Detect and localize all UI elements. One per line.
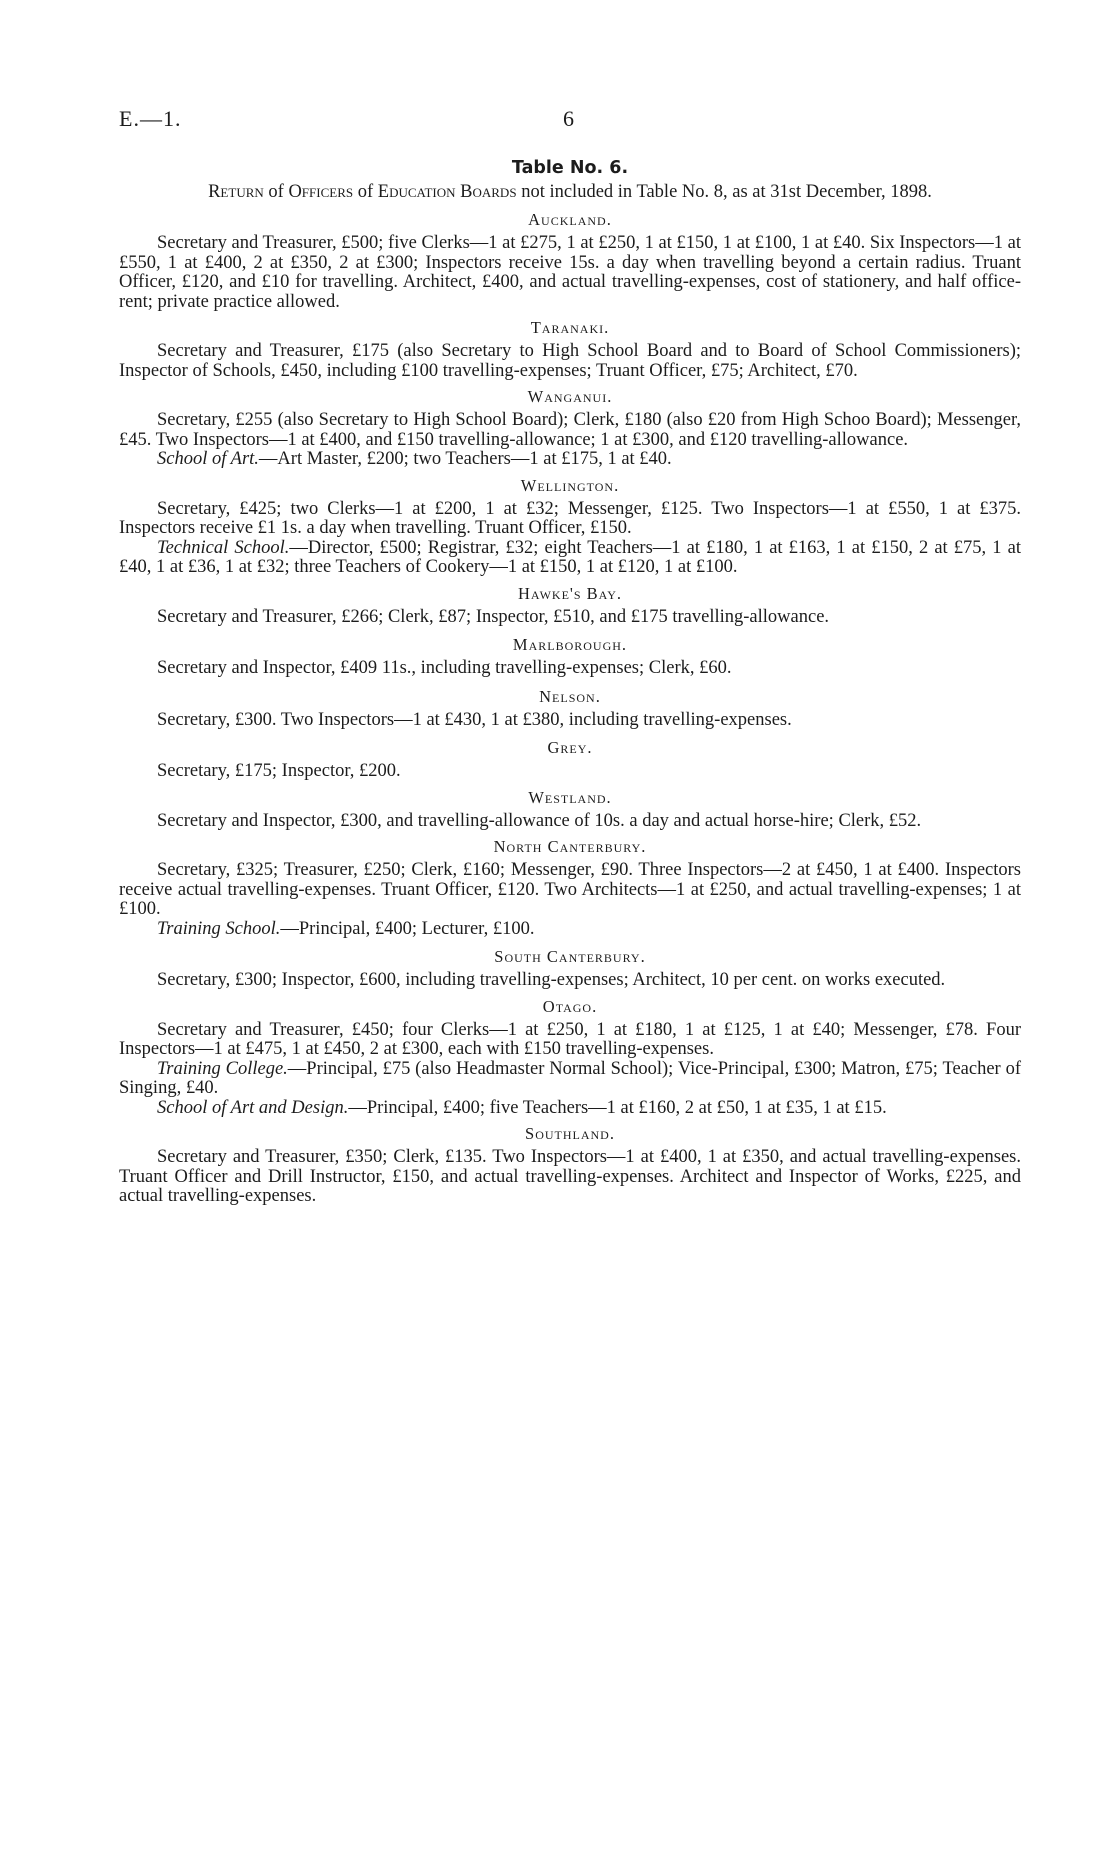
paragraph-text: Secretary, £300. Two Inspectors—1 at £430, 1 at £380, including travelling-expenses.: [157, 709, 792, 730]
paragraph-text: Secretary and Treasurer, £175 (also Secretary to High School Board and to Board of School Commissioners); Inspector of Schools, £450, including £100 travelling-expenses; Truant Officer, £75; Architect, £70.: [119, 341, 1021, 381]
page-number: 6: [563, 106, 574, 131]
subsection-label: Technical School.: [157, 537, 290, 558]
paragraph-text: Secretary and Treasurer, £500; five Clerks—1 at £275, 1 at £250, 1 at £150, 1 at £100, 1 at £40. Six Inspectors—1 at £550, 1 at £400, 2 at £350, 2 at £300; Inspectors receive 15s. a day when travelling beyond a certain radius. Truant Officer, £120, and £10 for travelling. Architect, £400, and actual travelling-expenses, cost of stationery, and half office-rent; private practice allowed.: [119, 233, 1021, 312]
region-section-auckland: [119, 210, 1021, 312]
region-heading: Wanganui.: [527, 387, 613, 406]
document-body: [119, 158, 1021, 1207]
region-section-wellington: [119, 476, 1021, 578]
paragraph-text: Secretary, £175; Inspector, £200.: [157, 761, 401, 781]
subsection-label: Training College.: [157, 1058, 288, 1079]
region-section-nelson: [119, 687, 1021, 731]
document-reference: E.—1.: [119, 106, 182, 131]
caption-word: Education Boards: [377, 182, 517, 202]
region-paragraph: [119, 861, 1021, 920]
region-heading: Nelson.: [539, 686, 601, 706]
region-heading: Wellington.: [520, 475, 620, 495]
paragraph-text: Secretary and Treasurer, £450; four Clerks—1 at £250, 1 at £180, 1 at £125, 1 at £40; Messenger, £78. Four Inspectors—1 at £475, 1 at £450, 2 at £300, each with £150 travelling-expenses.: [119, 1019, 1021, 1059]
paragraph-text: —Principal, £400; five Teachers—1 at £160, 2 at £50, 1 at £35, 1 at £15.: [348, 1097, 887, 1118]
region-section-hawkes-bay: [119, 584, 1021, 628]
paragraph-text: Secretary, £255 (also Secretary to High School Board); Clerk, £180 (also £20 from High Schoo Board); Messenger, £45. Two Inspectors—1 at £400, and £150 travelling-allowance; 1 at £300, and £120 travelling-allowance.: [119, 410, 1021, 450]
caption-rest: not included in Table No. 8, as at 31st December, 1898.: [521, 182, 932, 202]
region-paragraph: [119, 920, 1021, 940]
paragraph-text: —Director, £500; Registrar, £32; eight Teachers—1 at £180, 1 at £163, 1 at £150, 2 at £75, 1 at £40, 1 at £36, 1 at £32; three Teachers of Cookery—1 at £150, 1 at £120, 1 at £100.: [119, 537, 1021, 577]
caption-word: Officers: [288, 182, 354, 202]
region-heading: North Canterbury.: [493, 837, 647, 856]
region-paragraph: [119, 1060, 1021, 1099]
paragraph-text: —Principal, £75 (also Headmaster Normal School); Vice-Principal, £300; Matron, £75; Teacher of Singing, £40.: [119, 1058, 1021, 1098]
region-paragraph: [119, 1099, 1021, 1119]
caption-word: of: [357, 182, 374, 202]
region-paragraph: [119, 1021, 1021, 1060]
table-caption: [153, 182, 987, 202]
paragraph-text: Secretary, £425; two Clerks—1 at £200, 1 at £32; Messenger, £125. Two Inspectors—1 at £550, 1 at £375. Inspectors receive £1 1s. a day when travelling. Truant Officer, £150.: [119, 498, 1021, 538]
paragraph-text: Secretary, £300; Inspector, £600, including travelling-expenses; Architect, 10 per cent. on works executed.: [157, 970, 946, 990]
region-heading: Grey.: [547, 738, 593, 757]
region-paragraph: [119, 1148, 1021, 1207]
subsection-label: Training School.: [157, 918, 281, 939]
region-heading: Otago.: [542, 996, 598, 1016]
region-paragraph: [119, 762, 1021, 782]
region-paragraph: [119, 659, 1021, 679]
region-section-marlborough: [119, 635, 1021, 679]
region-heading: Taranaki.: [530, 318, 610, 337]
region-section-taranaki: [119, 318, 1021, 381]
paragraph-text: Secretary and Inspector, £300, and travelling-allowance of 10s. a day and actual horse-hire; Clerk, £52.: [157, 810, 922, 831]
region-section-westland: [119, 788, 1021, 832]
paragraph-text: Secretary, £325; Treasurer, £250; Clerk, £160; Messenger, £90. Three Inspectors—2 at £450, 1 at £400. Inspectors receive actual travelling-expenses. Truant Officer, £120. Two Architects—1 at £250, and actual travelling-expenses; 1 at £100.: [119, 860, 1021, 919]
region-heading: Southland.: [525, 1124, 615, 1143]
region-section-wanganui: [119, 387, 1021, 470]
region-heading: Hawke's Bay.: [517, 583, 623, 603]
paragraph-text: —Art Master, £200; two Teachers—1 at £175, 1 at £40.: [258, 449, 672, 469]
region-paragraph: [119, 234, 1021, 312]
region-section-southland: [119, 1124, 1021, 1207]
region-heading: Auckland.: [528, 210, 612, 229]
paragraph-text: —Principal, £400; Lecturer, £100.: [280, 918, 535, 939]
region-paragraph: [119, 971, 1021, 991]
region-paragraph: [119, 608, 1021, 628]
region-heading: Marlborough.: [512, 635, 628, 654]
region-section-north-canterbury: [119, 837, 1021, 939]
region-section-south-canterbury: [119, 947, 1021, 991]
region-paragraph: [119, 500, 1021, 539]
caption-word: of: [268, 182, 284, 202]
region-paragraph: [119, 450, 1021, 470]
region-section-grey: [119, 738, 1021, 782]
region-paragraph: [119, 812, 1021, 832]
paragraph-text: Secretary and Treasurer, £350; Clerk, £135. Two Inspectors—1 at £400, 1 at £350, and actual travelling-expenses. Truant Officer and Drill Instructor, £150, and actual travelling-expenses. Architect and Inspector of Works, £225, and actual travelling-expenses.: [119, 1147, 1021, 1206]
region-heading: South Canterbury.: [494, 947, 646, 966]
paragraph-text: Secretary and Treasurer, £266; Clerk, £87; Inspector, £510, and £175 travelling-allowance.: [157, 606, 830, 627]
subsection-label: School of Art.: [157, 449, 259, 469]
subsection-label: School of Art and Design.: [157, 1097, 349, 1118]
region-heading: Westland.: [528, 787, 612, 807]
region-section-otago: [119, 997, 1021, 1119]
table-title: Table No. 6.: [511, 158, 629, 178]
region-paragraph: [119, 342, 1021, 381]
caption-word: Return: [208, 182, 264, 202]
region-paragraph: [119, 711, 1021, 731]
region-paragraph: [119, 539, 1021, 578]
region-paragraph: [119, 411, 1021, 450]
paragraph-text: Secretary and Inspector, £409 11s., including travelling-expenses; Clerk, £60.: [157, 658, 732, 678]
